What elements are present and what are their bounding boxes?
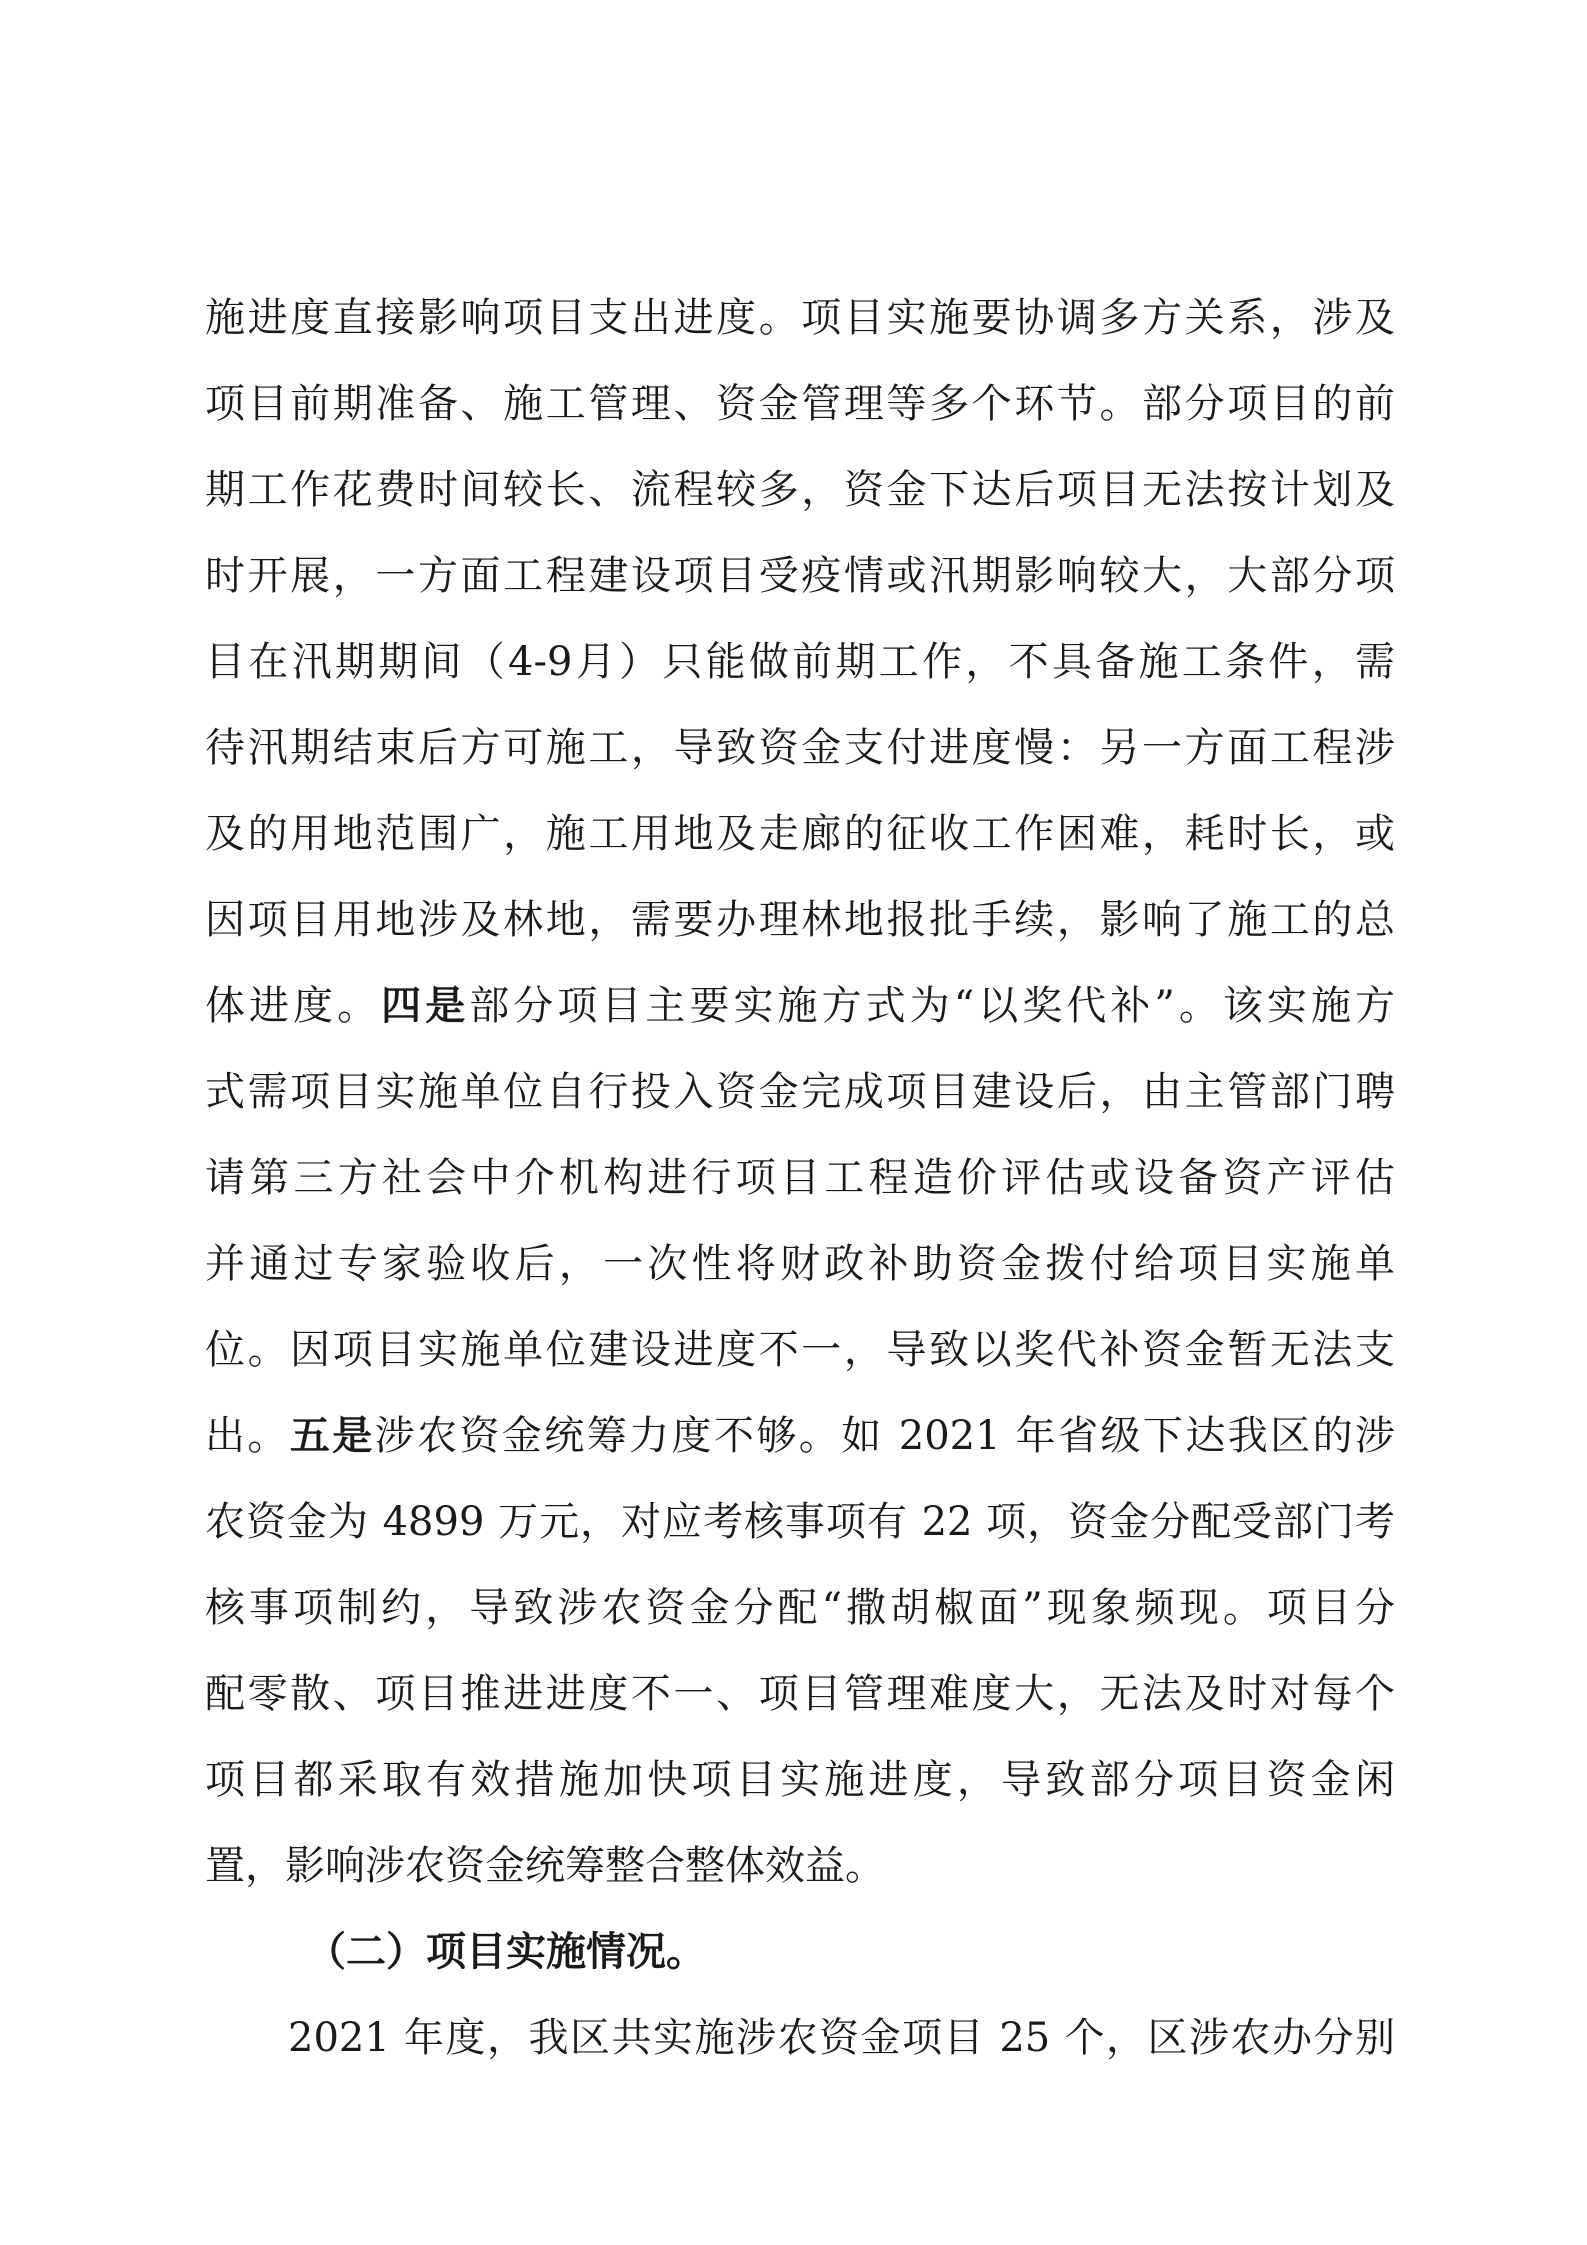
body-text-line: 2021 年度，我区共实施涉农资金项目 25 个，区涉农办分别	[288, 2015, 1395, 2061]
body-text-line: 配零散、项目推进进度不一、项目管理难度大，无法及时对每个	[205, 1671, 1395, 1717]
body-text-line: 位。因项目实施单位建设进度不一，导致以奖代补资金暂无法支	[205, 1327, 1395, 1373]
body-text-segment: 体进度。	[205, 983, 382, 1029]
body-text-line: 农资金为 4899 万元，对应考核事项有 22 项，资金分配受部门考	[205, 1499, 1395, 1545]
body-text-line: 式需项目实施单位自行投入资金完成项目建设后，由主管部门聘	[205, 1069, 1395, 1115]
body-text-line: 期工作花费时间较长、流程较多，资金下达后项目无法按计划及	[205, 467, 1395, 513]
body-text-segment: 部分项目主要实施方式为“以奖代补”。该实施方	[469, 983, 1395, 1029]
body-text-line	[205, 1406, 1395, 1466]
body-text-line	[205, 976, 1395, 1036]
body-text-line: 置，影响涉农资金统筹整合整体效益。	[205, 1843, 885, 1889]
body-text-line: 时开展，一方面工程建设项目受疫情或汛期影响较大，大部分项	[205, 553, 1395, 599]
body-text-segment: 涉农资金统筹力度不够。如 2021 年省级下达我区的涉	[374, 1413, 1395, 1459]
body-text-segment: 出。	[205, 1413, 290, 1459]
body-text-line: 核事项制约，导致涉农资金分配“撒胡椒面”现象频现。项目分	[205, 1585, 1395, 1631]
body-text-line: 目在汛期期间（4-9月）只能做前期工作，不具备施工条件，需	[205, 639, 1395, 685]
body-text-line: 项目都采取有效措施加快项目实施进度，导致部分项目资金闲	[205, 1757, 1395, 1803]
body-text-line: 待汛期结束后方可施工，导致资金支付进度慢：另一方面工程涉	[205, 725, 1395, 771]
emphasis-text: 四是	[381, 982, 470, 1029]
section-heading: （二）项目实施情况。	[306, 1928, 706, 1975]
body-text-line: 因项目用地涉及林地，需要办理林地报批手续，影响了施工的总	[205, 897, 1395, 943]
emphasis-text: 五是	[289, 1412, 375, 1459]
body-text-line: 及的用地范围广，施工用地及走廊的征收工作困难，耗时长，或	[205, 811, 1395, 857]
body-text-line: 请第三方社会中介机构进行项目工程造价评估或设备资产评估	[205, 1155, 1395, 1201]
body-text-line: 项目前期准备、施工管理、资金管理等多个环节。部分项目的前	[205, 381, 1395, 427]
body-text-line: 施进度直接影响项目支出进度。项目实施要协调多方关系，涉及	[205, 295, 1395, 341]
body-text-line: 并通过专家验收后，一次性将财政补助资金拨付给项目实施单	[205, 1241, 1395, 1287]
